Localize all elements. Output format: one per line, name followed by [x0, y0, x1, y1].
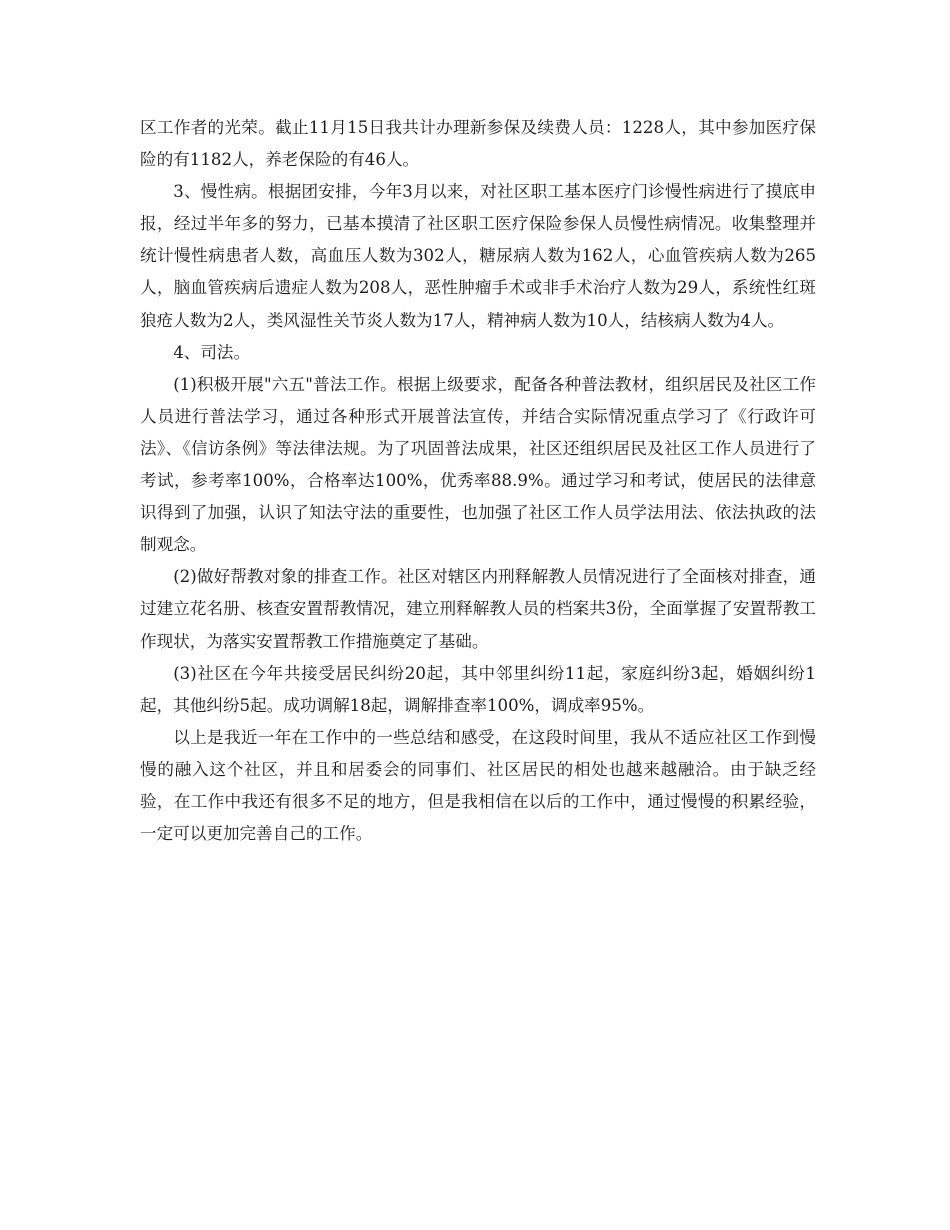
paragraph-dispute-mediation: (3)社区在今年共接受居民纠纷20起，其中邻里纠纷11起，家庭纠纷3起，婚姻纠纷1起，其他纠纷5起。成功调解18起，调解排查率100%，调成率95%。	[140, 663, 816, 715]
paragraph-rehabilitation-check: (2)做好帮教对象的排查工作。社区对辖区内刑释解教人员情况进行了全面核对排查，通过建立花名册、核查安置帮教情况，建立刑释解教人员的档案共3份，全面掌握了安置帮教工作现状，为落实安置帮教工作措施奠定了基础。	[140, 567, 816, 651]
paragraph-conclusion: 以上是我近一年在工作中的一些总结和感受，在这段时间里，我从不适应社区工作到慢慢的融入这个社区，并且和居委会的同事们、社区居民的相处也越来越融洽。由于缺乏经验，在工作中我还有很多不足的地方，但是我相信在以后的工作中，通过慢慢的积累经验，一定可以更加完善自己的工作。	[140, 727, 816, 844]
paragraph-legal-education: (1)积极开展"六五"普法工作。根据上级要求，配备各种普法教材，组织居民及社区工作人员进行普法学习，通过各种形式开展普法宣传，并结合实际情况重点学习了《行政许可法》、《信访条例》等法律法规。为了巩固普法成果，社区还组织居民及社区工作人员进行了考试，参考率100%，合格率达100%，优秀率88.9%。通过学习和考试，使居民的法律意识得到了加强，认识了知法守法的重要性，也加强了社区工作人员学法用法、依法执政的法制观念。	[140, 374, 816, 555]
paragraph-chronic-disease: 3、慢性病。根据团安排，今年3月以来，对社区职工基本医疗门诊慢性病进行了摸底申报，经过半年多的努力，已基本摸清了社区职工医疗保险参保人员慢性病情况。收集整理并统计慢性病患者人数，高血压人数为302人，糖尿病人数为162人，心血管疾病人数为265人，脑血管疾病后遗症人数为208人，恶性肿瘤手术或非手术治疗人数为29人，系统性红斑狼疮人数为2人，类风湿性关节炎人数为17人，精神病人数为10人，结核病人数为4人。	[140, 182, 816, 330]
document-page	[140, 112, 816, 850]
paragraph-insurance-summary: 区工作者的光荣。截止11月15日我共计办理新参保及续费人员：1228人，其中参加医疗保险的有1182人，养老保险的有46人。	[140, 118, 816, 170]
paragraph-judicial-heading: 4、司法。	[173, 342, 251, 362]
